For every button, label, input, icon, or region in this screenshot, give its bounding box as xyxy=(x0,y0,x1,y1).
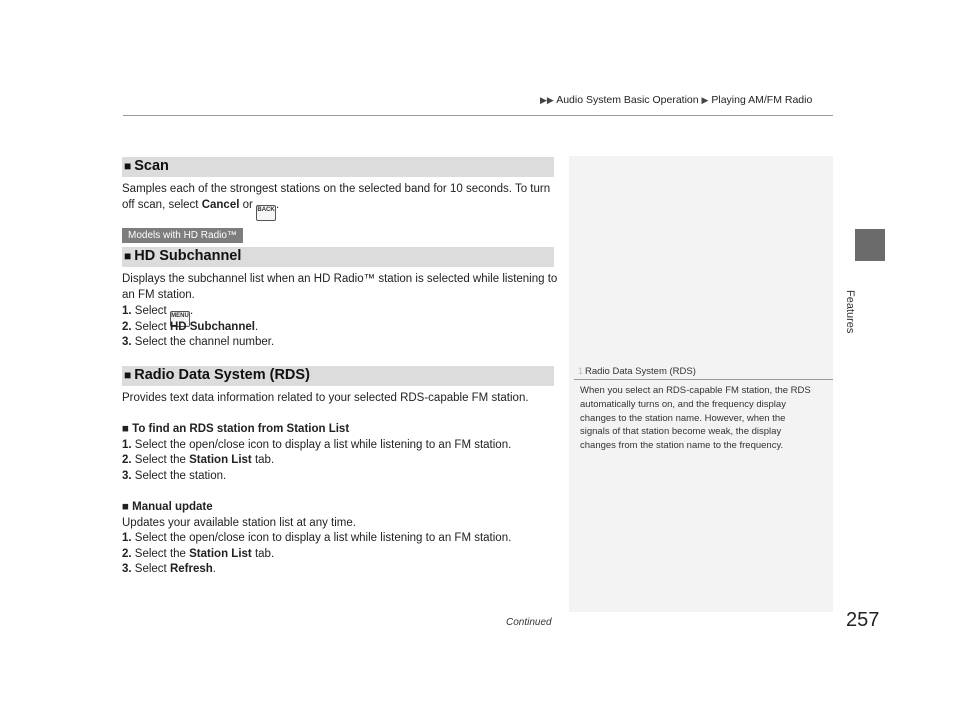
rds-manual-step: 3. Select Refresh. xyxy=(122,563,216,575)
rds-manual-subheading: ■ Manual update xyxy=(122,501,213,513)
header-divider xyxy=(123,115,833,116)
hd-step: 2. Select HD Subchannel. xyxy=(122,321,259,333)
section-side-label: Features xyxy=(844,290,856,334)
hd-step: 1. Select MENU. xyxy=(122,304,193,327)
scan-text-line: off scan, select Cancel or BACK. xyxy=(122,198,279,221)
square-bullet-icon: ■ xyxy=(124,159,132,173)
scan-heading: ■ Scan xyxy=(124,158,169,174)
rds-manual-step: 1. Select the open/close icon to display a list while listening to an FM station. xyxy=(122,532,512,544)
rds-intro: Provides text data information related to your selected RDS-capable FM station. xyxy=(122,392,529,404)
section-tab-marker xyxy=(855,229,885,261)
section-header-bar xyxy=(122,157,554,177)
page-number: 257 xyxy=(846,609,880,631)
breadcrumb-arrow-icon: ▶▶ xyxy=(540,95,554,105)
note-divider xyxy=(574,379,833,380)
rds-find-step: 1. Select the open/close icon to display a list while listening to an FM station. xyxy=(122,439,512,451)
scan-text-line: Samples each of the strongest stations on the selected band for 10 seconds. To turn xyxy=(122,183,551,195)
breadcrumb-item[interactable]: Audio System Basic Operation xyxy=(556,94,699,106)
square-bullet-icon: ■ xyxy=(122,423,133,435)
square-bullet-icon: ■ xyxy=(124,249,132,263)
hd-step: 3. Select the channel number. xyxy=(122,336,275,348)
hd-text-line: an FM station. xyxy=(122,289,195,301)
rds-find-step: 3. Select the station. xyxy=(122,470,227,482)
menu-icon: MENU xyxy=(170,311,190,327)
hd-text-line: Displays the subchannel list when an HD Radio™ station is selected while listening to xyxy=(122,273,558,285)
rds-find-step: 2. Select the Station List tab. xyxy=(122,454,275,466)
note-marker-icon: 1 xyxy=(578,366,584,376)
rds-find-subheading: ■ To find an RDS station from Station List xyxy=(122,423,350,435)
rds-heading: ■ Radio Data System (RDS) xyxy=(124,367,310,383)
breadcrumb xyxy=(540,94,812,106)
breadcrumb-arrow-icon: ▶ xyxy=(701,95,709,105)
note-body: When you select an RDS-capable FM station, the RDS automatically turns on, and the frequency display changes to the station name. However, when the signals of that station become weak, the display changes from the station name to the frequency. xyxy=(580,385,811,452)
models-tag: Models with HD Radio™ xyxy=(122,228,243,243)
breadcrumb-item[interactable]: Playing AM/FM Radio xyxy=(711,94,813,106)
square-bullet-icon: ■ xyxy=(122,501,133,513)
rds-manual-step: 2. Select the Station List tab. xyxy=(122,548,275,560)
note-title: 1 Radio Data System (RDS) xyxy=(578,366,696,377)
rds-manual-intro: Updates your available station list at any time. xyxy=(122,517,356,529)
continued-label: Continued xyxy=(506,617,552,628)
back-icon: BACK xyxy=(256,205,276,221)
hd-subchannel-heading: ■ HD Subchannel xyxy=(124,248,242,264)
square-bullet-icon: ■ xyxy=(124,368,132,382)
